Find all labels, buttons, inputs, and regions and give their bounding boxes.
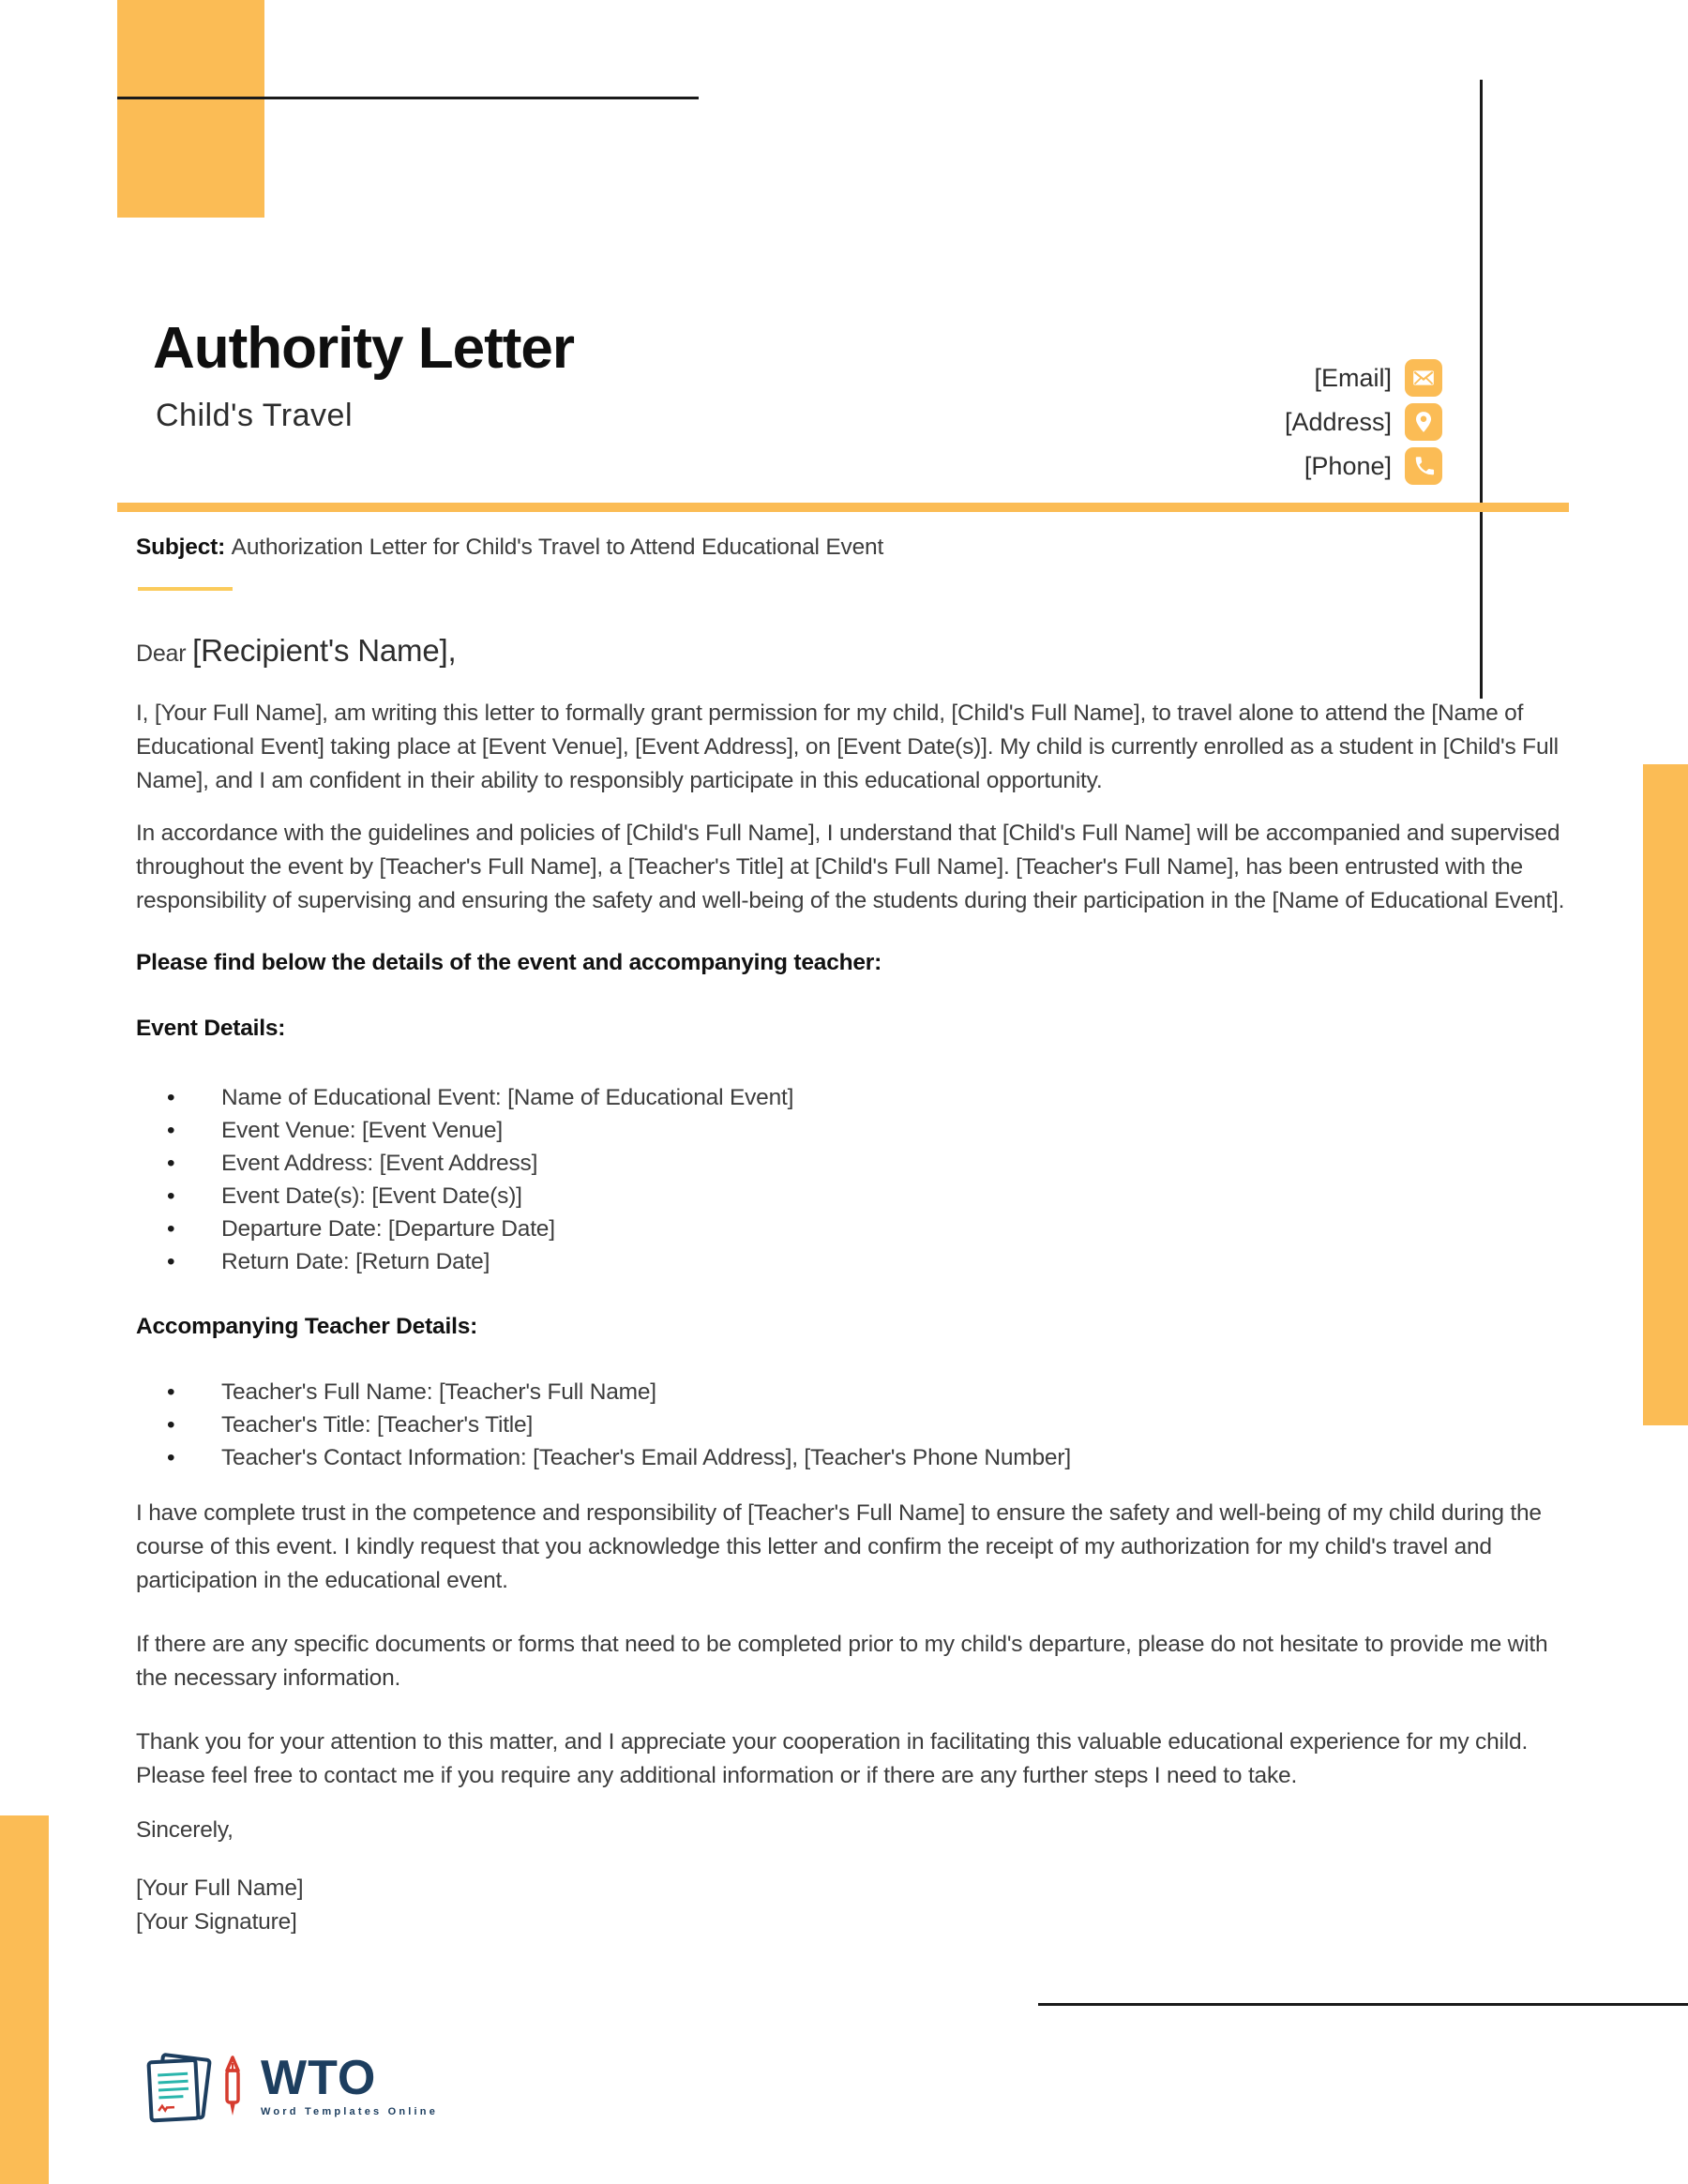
page-title: Authority Letter — [153, 316, 574, 381]
salutation-prefix: Dear — [136, 640, 187, 667]
orange-divider-bar — [117, 503, 1569, 512]
list-item: • Return Date: [Return Date] — [136, 1245, 1585, 1278]
email-label: [Email] — [1314, 363, 1392, 392]
list-item: • Teacher's Contact Information: [Teacher's Email Address], [Teacher's Phone Number] — [136, 1441, 1585, 1474]
closing: Sincerely, — [136, 1817, 234, 1843]
paragraph: Thank you for your attention to this matter, and I appreciate your cooperation in facilitating this valuable educational experience for my child. Please feel free to contact me if you require any additional information or if there are any further steps I need to take. — [136, 1729, 1529, 1788]
teacher-details-list — [136, 1376, 1585, 1474]
list-item: • Event Venue: [Event Venue] — [136, 1114, 1585, 1147]
contact-block — [1285, 359, 1442, 485]
list-item: • Event Address: [Event Address] — [136, 1147, 1585, 1180]
accent-strip-right — [1643, 764, 1688, 1425]
address-label: [Address] — [1284, 407, 1392, 436]
wto-logo — [143, 2050, 438, 2125]
event-details-list — [136, 1081, 1585, 1278]
paragraph: I have complete trust in the competence and responsibility of [Teacher's Full Name] to ensure the safety and well-being of my child during the course of this event. I kindly request that you acknowledge this letter and confirm the receipt of my authorization for my child's travel and participation in the educational event. — [136, 1500, 1542, 1593]
contact-row-email — [1285, 359, 1442, 397]
salutation-name: [Recipient's Name], — [192, 633, 457, 668]
subject-label: Subject: — [136, 535, 226, 560]
list-item: • Teacher's Title: [Teacher's Title] — [136, 1408, 1585, 1441]
paragraph: If there are any specific documents or forms that need to be completed prior to my child's departure, please do not hesitate to provide me with the necessary information. — [136, 1632, 1548, 1691]
contact-row-address — [1285, 403, 1442, 441]
list-item: • Departure Date: [Departure Date] — [136, 1212, 1585, 1245]
phone-label: [Phone] — [1304, 451, 1392, 480]
email-icon — [1405, 359, 1442, 397]
subject-text: Authorization Letter for Child's Travel to Attend Educational Event — [231, 535, 884, 560]
signature-name: [Your Full Name] — [136, 1875, 304, 1901]
wto-logo-text: WTO — [261, 2051, 377, 2105]
paragraph: In accordance with the guidelines and policies of [Child's Full Name], I understand that [Child's Full Name] will be accompanied and supervised throughout the event by [Teacher's Full Name], a [Teacher's Title] at [Child's Full Name]. [Teacher's Full Name], has been entrusted with the responsibility of supervising and ensuring the safety and well-being of the students during their participation in the [Name of Educational Event]. — [136, 821, 1565, 913]
accent-strip-left-bottom — [0, 1815, 49, 2184]
accent-rectangle-top-left — [117, 0, 264, 218]
footer-rule-line — [1038, 2003, 1688, 2006]
location-icon — [1405, 403, 1442, 441]
salutation — [136, 634, 1585, 670]
signature-line: [Your Signature] — [136, 1909, 297, 1935]
page-subtitle: Child's Travel — [156, 398, 354, 433]
wto-logo-text-block — [261, 2051, 439, 2117]
list-item: • Teacher's Full Name: [Teacher's Full Name] — [136, 1376, 1585, 1408]
signature-block — [136, 1872, 1585, 1939]
wto-logo-tagline: Word Templates Online — [261, 2106, 439, 2117]
paragraph: I, [Your Full Name], am writing this letter to formally grant permission for my child, [Child's Full Name], to travel alone to attend the [Name of Educational Event] taking place at [Event Venue], [Event Address], on [Event Date(s)]. My child is currently enrolled as a student in [Child's Full Name], and I am confident in their ability to responsibly participate in this educational opportunity. — [136, 700, 1559, 793]
contact-row-phone — [1285, 447, 1442, 485]
subject-line — [136, 531, 1585, 565]
list-item: • Name of Educational Event: [Name of Educational Event] — [136, 1081, 1585, 1114]
details-callout: Please find below the details of the event and accompanying teacher: — [136, 950, 882, 975]
letter-body — [136, 531, 1585, 1939]
phone-icon — [1405, 447, 1442, 485]
event-details-heading: Event Details: — [136, 1016, 286, 1041]
list-item: • Event Date(s): [Event Date(s)] — [136, 1180, 1585, 1212]
wto-logo-icon — [143, 2050, 255, 2125]
teacher-details-heading: Accompanying Teacher Details: — [136, 1314, 478, 1339]
header-rule-line — [117, 97, 699, 99]
